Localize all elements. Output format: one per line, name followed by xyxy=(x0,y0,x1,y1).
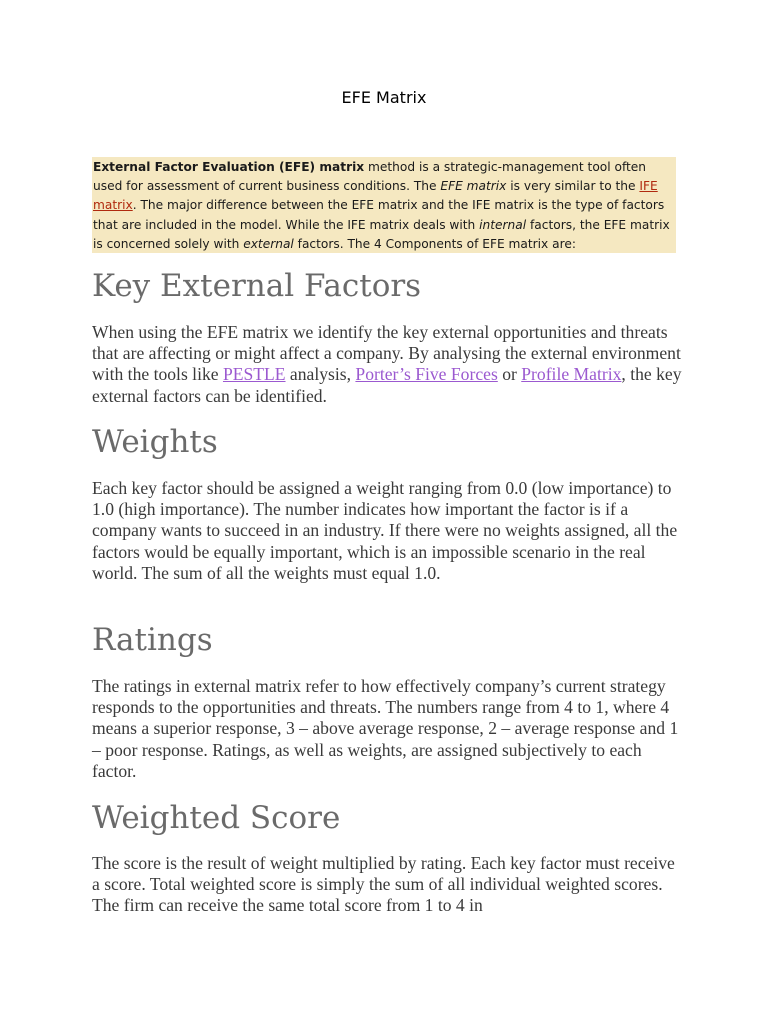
porters-five-forces-link[interactable]: Porter’s Five Forces xyxy=(355,364,498,385)
kef-text-3: or xyxy=(497,364,522,385)
intro-text-3: . The major difference between the EFE matrix and the IFE matrix is the type of factors that are included in the model. While the IFE matrix deals with xyxy=(93,198,665,232)
paragraph-weighted-score: The score is the result of weight multiplied by rating. Each key factor must receive a score. Total weighted score is simply the sum of all individual weighted scores. The firm can receive the same total score from 1 to 4 in xyxy=(92,853,675,916)
paragraph-weights: Each key factor should be assigned a weight ranging from 0.0 (low importance) to 1.0 (high importance). The number indicates how important the factor is if a company wants to succeed in an industry. If there were no weights assigned, all the factors would be equally important, which is an impossible scenario in the real world. The sum of all the weights must equal 1.0. xyxy=(92,478,678,583)
kef-text-2: analysis, xyxy=(285,364,356,385)
paragraph-key-external-factors xyxy=(92,322,682,407)
intro-italic-internal: internal xyxy=(479,217,527,232)
ife-matrix-link[interactable]: IFE matrix xyxy=(93,179,658,213)
kef-text-4: , the key external factors can be identified. xyxy=(92,364,682,406)
intro-text-1: method is a strategic-management tool often used for assessment of current business conditions. The xyxy=(93,160,647,194)
intro-text-4: factors, the EFE matrix is concerned solely with xyxy=(93,217,670,251)
intro-bold-term: External Factor Evaluation (EFE) matrix xyxy=(93,160,365,174)
heading-key-external-factors: Key External Factors xyxy=(92,268,422,304)
kef-text-1: When using the EFE matrix we identify the key external opportunities and threats that are affecting or might affect a company. By analysing the external environment with the tools like xyxy=(92,322,681,385)
profile-matrix-link[interactable]: Profile Matrix xyxy=(521,364,622,385)
pestle-link[interactable]: PESTLE xyxy=(222,364,286,385)
paragraph-ratings: The ratings in external matrix refer to how effectively company’s current strategy responds to the opportunities and threats. The numbers range from 4 to 1, where 4 means a superior response, 3 – above average response, 2 – average response and 1 – poor response. Ratings, as well as weights, are assigned subjectively to each factor. xyxy=(92,676,679,781)
intro-italic-efe: EFE matrix xyxy=(440,179,507,194)
intro-text-5: factors. The 4 Components of EFE matrix are: xyxy=(293,236,576,251)
heading-weights: Weights xyxy=(92,424,218,460)
intro-highlight-paragraph xyxy=(92,157,676,253)
intro-text-2: is very similar to the xyxy=(506,179,640,194)
heading-ratings: Ratings xyxy=(92,622,213,658)
document-title: EFE Matrix xyxy=(341,88,427,107)
heading-weighted-score: Weighted Score xyxy=(92,800,341,836)
intro-italic-external: external xyxy=(243,236,294,251)
